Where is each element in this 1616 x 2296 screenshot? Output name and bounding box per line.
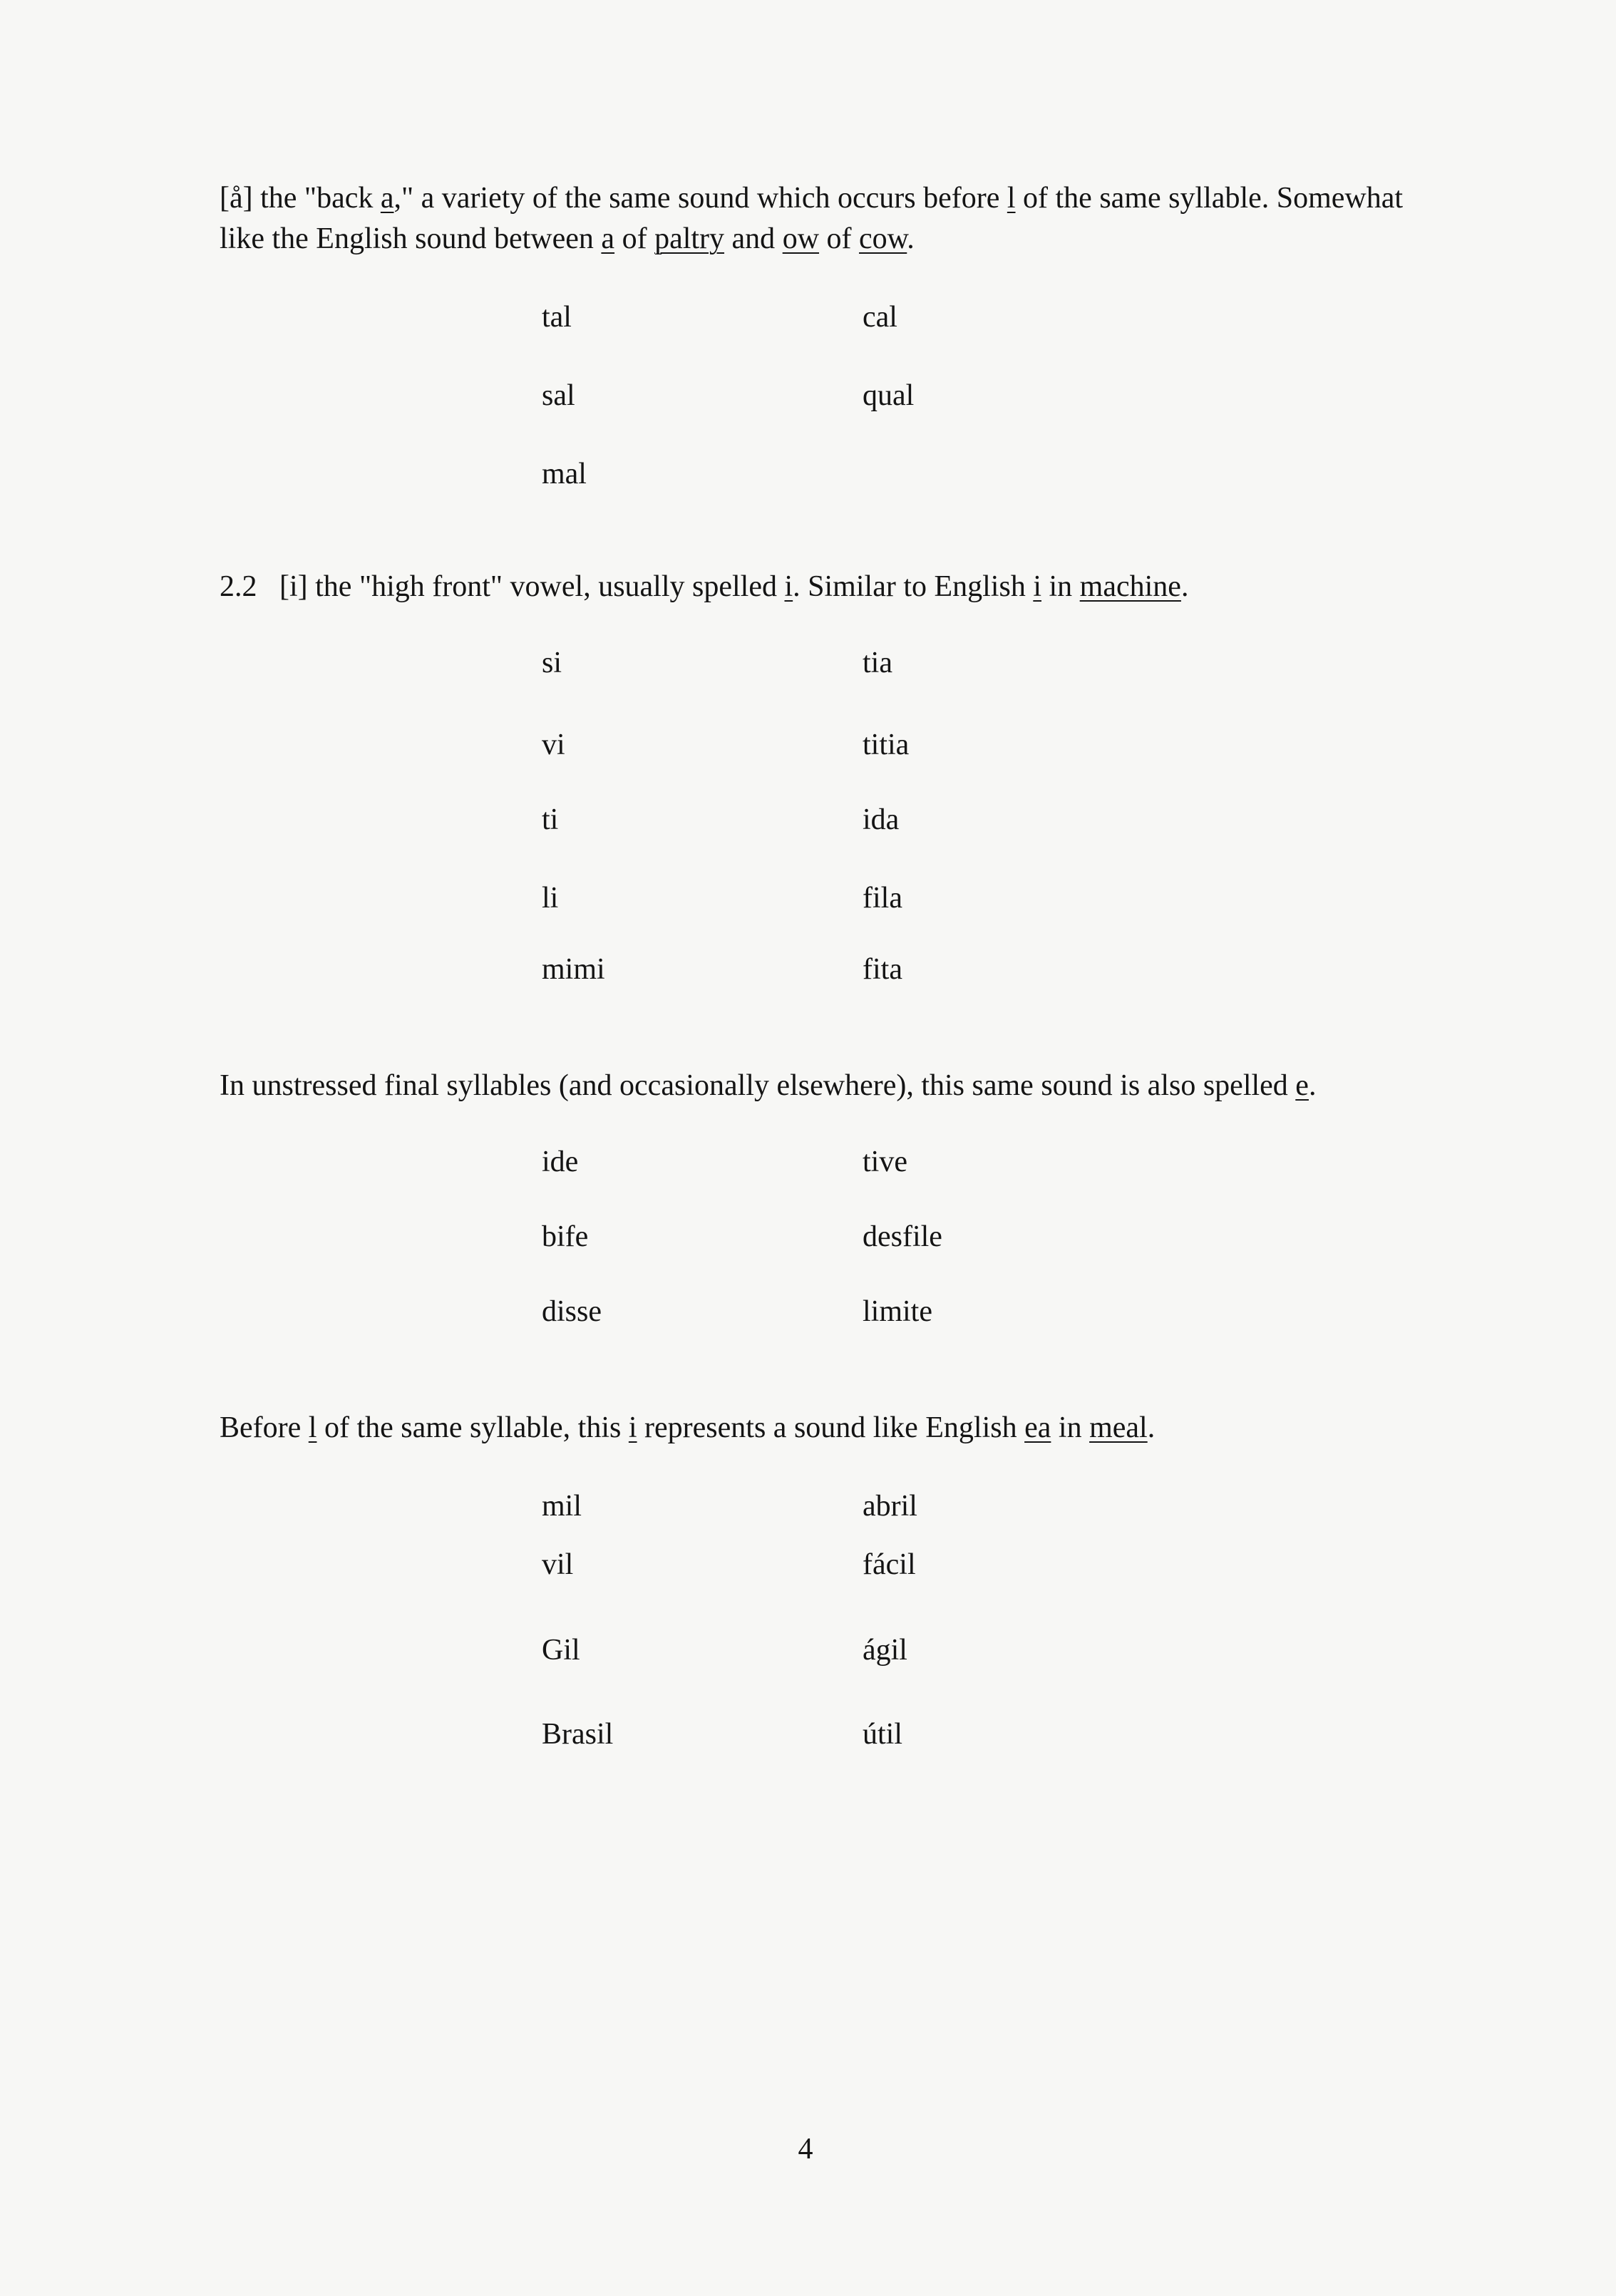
example-word: tal <box>542 301 572 334</box>
text-run: in <box>1051 1411 1090 1444</box>
text-run: in <box>1041 570 1080 603</box>
section-2-2-heading <box>220 567 1446 607</box>
example-word: Brasil <box>542 1718 614 1751</box>
underlined-text: l <box>1007 182 1016 215</box>
example-word: disse <box>542 1295 602 1328</box>
example-word: qual <box>863 379 915 412</box>
example-word: ágil <box>863 1634 907 1667</box>
text-run: . <box>1180 570 1189 603</box>
text-run: In unstressed final syllables (and occasionally elsewhere), this same sound is also spelled <box>220 1069 1296 1102</box>
paragraph-before-l <box>220 1408 1446 1448</box>
text-run: Before <box>220 1411 309 1444</box>
example-word: vil <box>542 1548 574 1581</box>
example-word: ida <box>863 803 900 836</box>
text-run: of the same syllable, this <box>316 1411 629 1444</box>
example-word: fila <box>863 882 902 915</box>
text-run: represents a sound like English <box>637 1411 1025 1444</box>
underlined-text: i <box>1033 570 1041 603</box>
example-word: si <box>542 647 562 679</box>
example-word: limite <box>863 1295 932 1328</box>
underlined-text: paltry <box>654 222 725 255</box>
text-run: 2.2 [i] the "high front" vowel, usually spelled <box>220 570 785 603</box>
text-run: . <box>1147 1411 1156 1444</box>
example-word: útil <box>863 1718 903 1751</box>
example-word: Gil <box>542 1634 580 1667</box>
text-run: and <box>724 222 783 255</box>
text-run: of <box>819 222 860 255</box>
example-word: bife <box>542 1220 589 1253</box>
paragraph-back-a <box>220 178 1446 259</box>
example-word: tia <box>863 647 892 679</box>
underlined-text: a <box>380 182 394 215</box>
underlined-text: a <box>601 222 615 255</box>
example-word: mil <box>542 1490 582 1523</box>
underlined-text: i <box>784 570 793 603</box>
underlined-text: ow <box>782 222 820 255</box>
example-word: li <box>542 882 559 915</box>
paragraph-unstressed <box>220 1066 1474 1106</box>
underlined-text: i <box>628 1411 637 1444</box>
example-word: mimi <box>542 953 605 986</box>
example-word: cal <box>863 301 897 334</box>
example-word: sal <box>542 379 575 412</box>
text-run: of the same syllable. Somewhat like the English sound between <box>220 182 1404 255</box>
text-run: . <box>1308 1069 1317 1102</box>
example-word: titia <box>863 729 910 761</box>
example-word: fácil <box>863 1548 916 1581</box>
underlined-text: l <box>308 1411 317 1444</box>
text-run: . Similar to English <box>793 570 1034 603</box>
text-run: of <box>614 222 655 255</box>
underlined-text: machine <box>1079 570 1181 603</box>
example-word: tive <box>863 1146 907 1178</box>
example-word: vi <box>542 729 565 761</box>
text-run: . <box>907 222 915 255</box>
underlined-text: cow <box>859 222 907 255</box>
example-word: fita <box>863 953 902 986</box>
example-word: ide <box>542 1146 579 1178</box>
text-run: [å] the "back <box>220 182 381 215</box>
underlined-text: e <box>1295 1069 1309 1102</box>
example-word: abril <box>863 1490 917 1523</box>
underlined-text: ea <box>1024 1411 1051 1444</box>
underlined-text: meal <box>1089 1411 1148 1444</box>
example-word: mal <box>542 458 587 490</box>
page-number: 4 <box>798 2133 813 2166</box>
example-word: desfile <box>863 1220 942 1253</box>
example-word: ti <box>542 803 559 836</box>
text-run: ," a variety of the same sound which occurs before <box>393 182 1007 215</box>
